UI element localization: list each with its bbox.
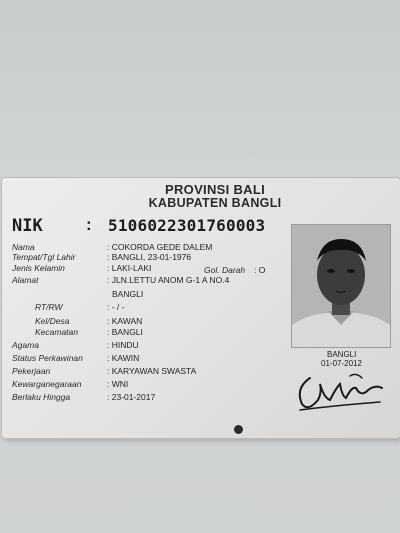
label-agama: Agama: [12, 340, 39, 350]
label-nama: Nama: [12, 242, 35, 252]
label-jenis-kelamin: Jenis Kelamin: [12, 263, 65, 273]
label-pekerjaan: Pekerjaan: [12, 366, 51, 376]
punch-hole: [234, 425, 243, 434]
value-alamat-cont: BANGLI: [112, 289, 144, 299]
label-gol-darah: Gol. Darah: [204, 265, 246, 275]
value-pekerjaan: : KARYAWAN SWASTA: [107, 366, 197, 376]
portrait-icon: [292, 225, 390, 347]
province-title: PROVINSI BALI: [165, 182, 265, 197]
issue-place: BANGLI: [327, 350, 357, 359]
nik-value: 5106022301760003: [108, 216, 266, 235]
value-gol-darah: : O: [254, 265, 266, 275]
nik-label: NIK: [12, 216, 43, 236]
label-status-perkawinan: Status Perkawinan: [12, 353, 83, 363]
value-kecamatan: : BANGLI: [107, 327, 143, 337]
value-nama: : COKORDA GEDE DALEM: [107, 242, 213, 252]
label-kecamatan: Kecamatan: [35, 327, 78, 337]
value-tempat-tgl-lahir: : BANGLI, 23-01-1976: [107, 252, 192, 262]
value-jenis-kelamin: : LAKI-LAKI: [107, 263, 152, 273]
label-alamat: Alamat: [12, 275, 39, 285]
value-berlaku-hingga: : 23-01-2017: [107, 392, 156, 402]
label-berlaku-hingga: Berlaku Hingga: [12, 392, 71, 402]
value-agama: : HINDU: [107, 340, 139, 350]
value-status-perkawinan: : KAWIN: [107, 353, 140, 363]
id-photo: [291, 224, 391, 348]
nik-separator: :: [86, 215, 92, 234]
issue-date: 01-07-2012: [321, 359, 362, 368]
signature: [290, 366, 390, 416]
label-kewarganegaraan: Kewarganegaraan: [12, 379, 82, 389]
value-kel-desa: : KAWAN: [107, 316, 143, 326]
value-kewarganegaraan: : WNI: [107, 379, 129, 389]
label-rt-rw: RT/RW: [35, 302, 63, 312]
value-alamat: : JLN.LETTU ANOM G-1 A NO.4: [107, 275, 230, 285]
value-rt-rw: : - / -: [107, 302, 125, 312]
regency-title: KABUPATEN BANGLI: [148, 196, 282, 210]
label-kel-desa: Kel/Desa: [35, 316, 70, 326]
label-tempat-tgl-lahir: Tempat/Tgl Lahir: [12, 252, 76, 262]
